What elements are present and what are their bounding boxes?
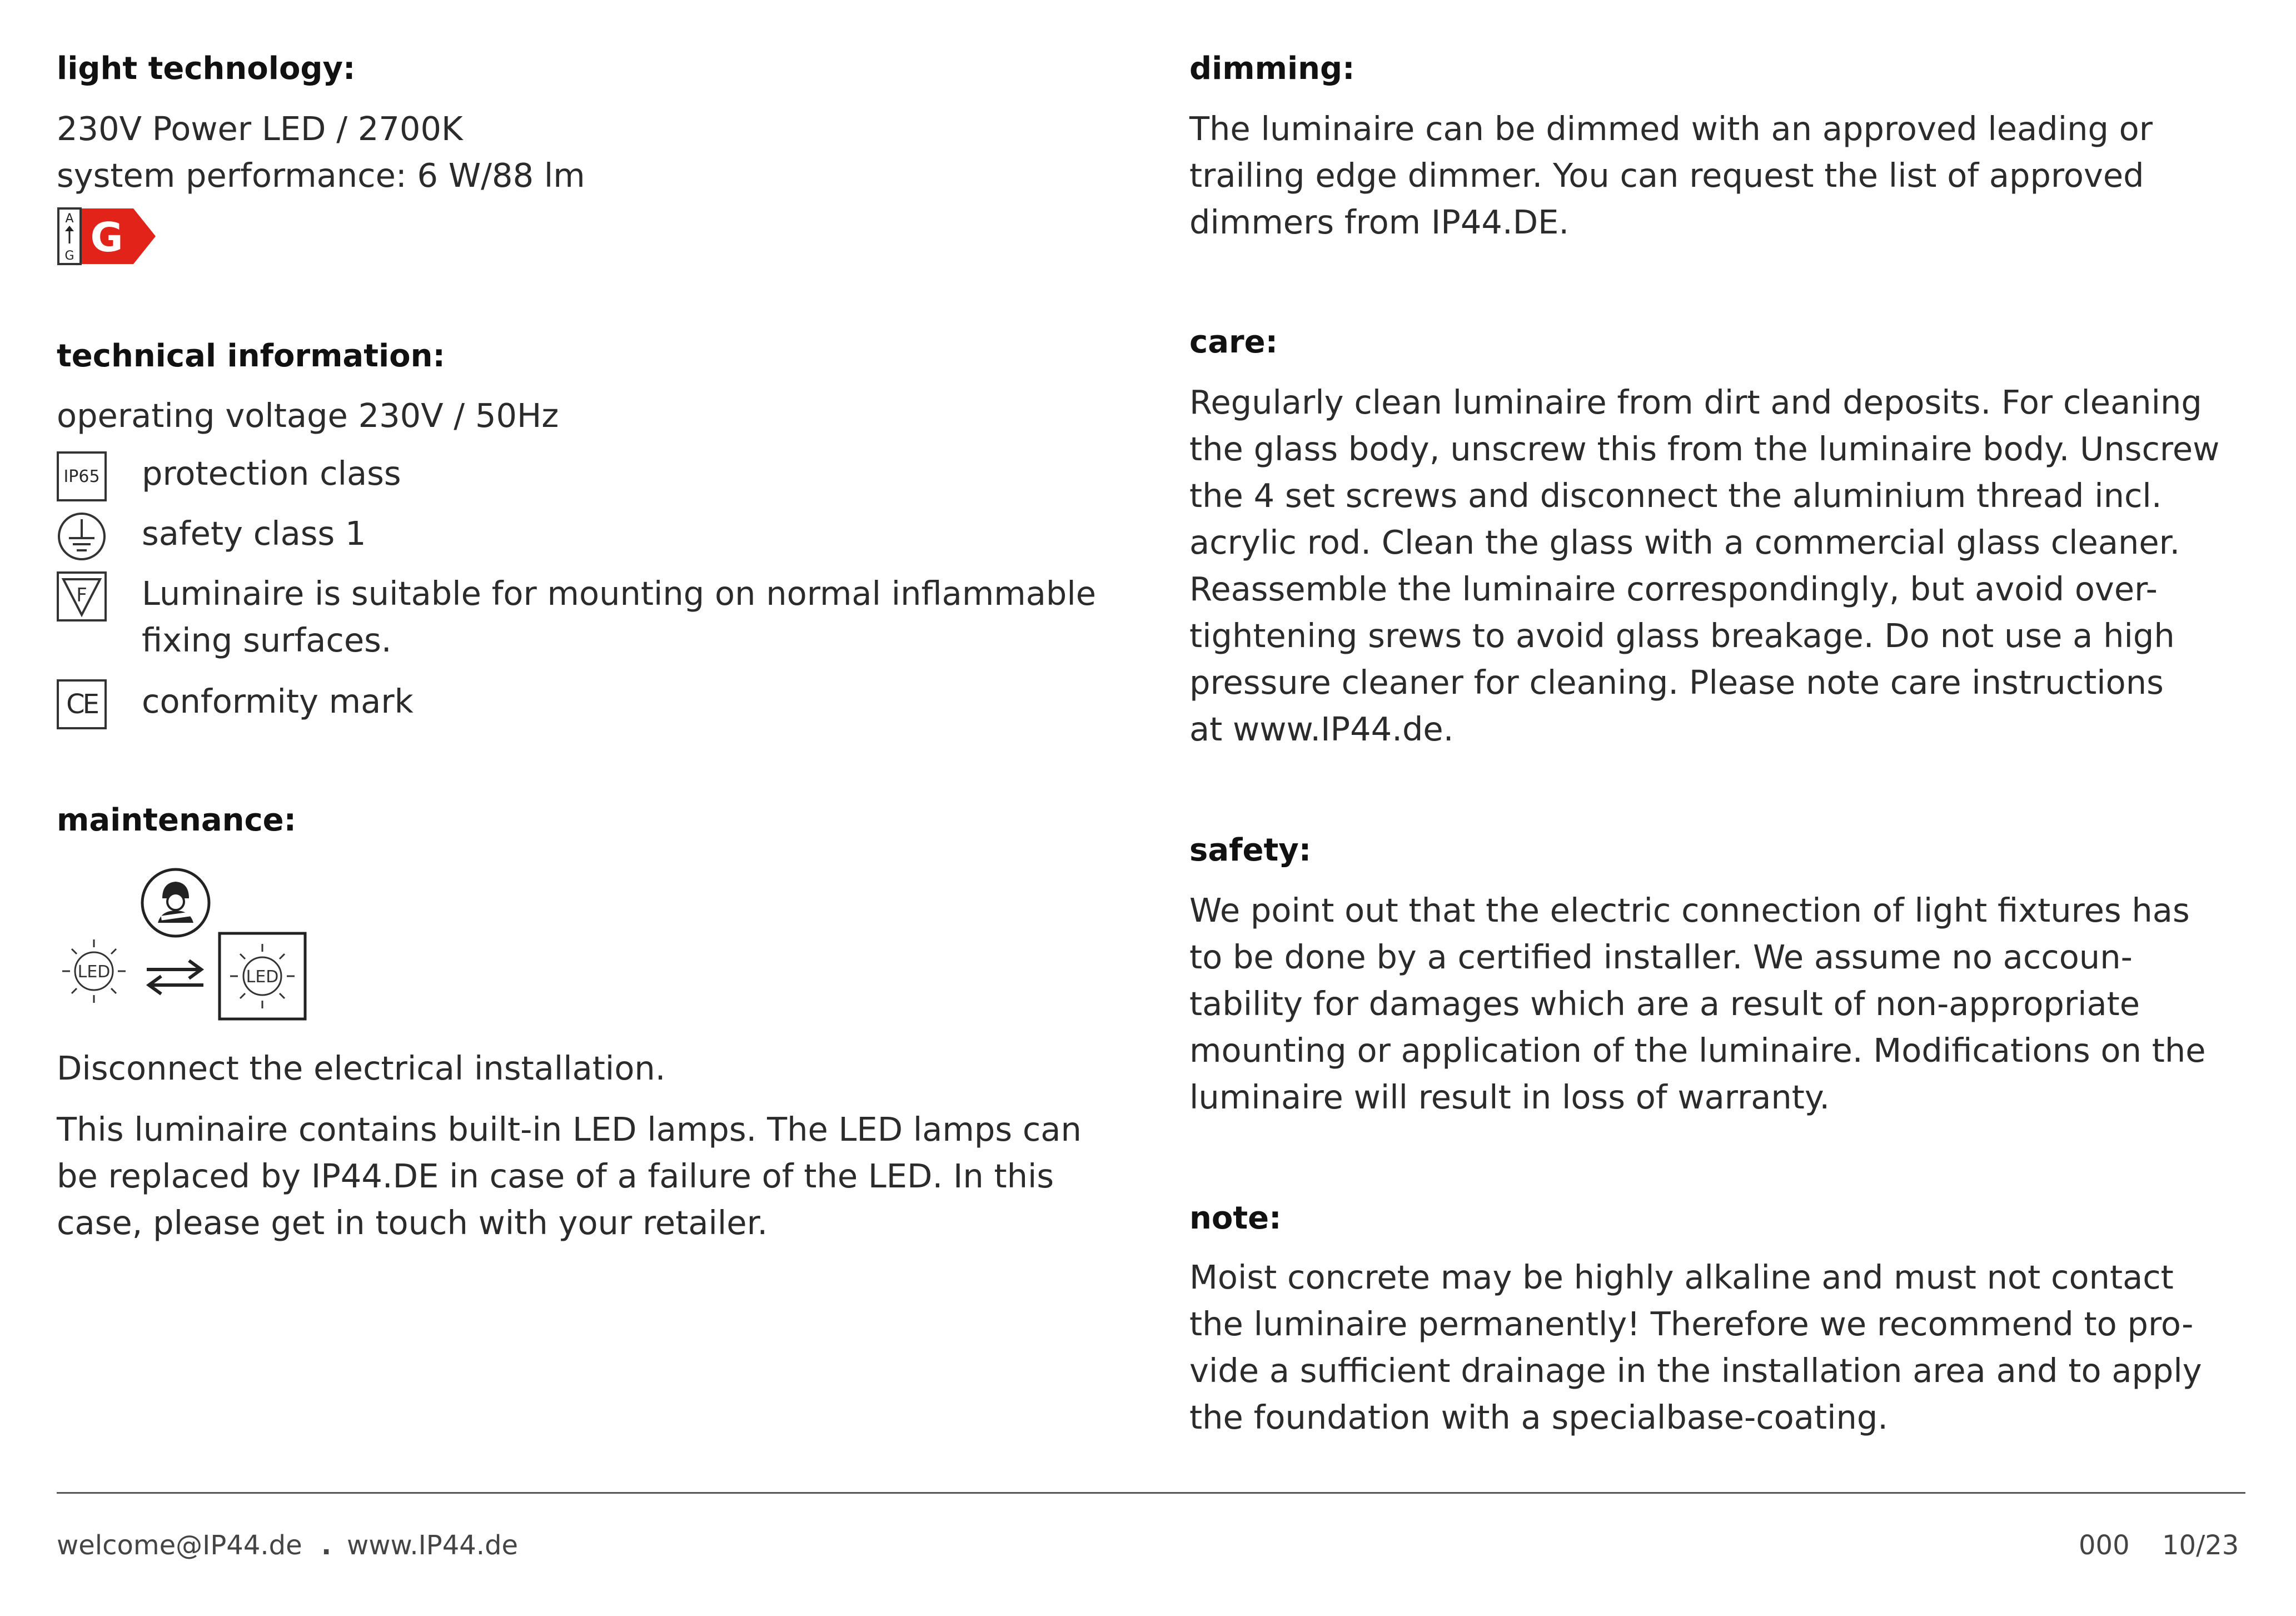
maintenance-paragraph-line-3: case, please get in touch with your retailer.: [57, 1204, 768, 1242]
note-line-1: Moist concrete may be highly alkaline and must not contact: [1189, 1258, 2174, 1296]
care-heading: care:: [1189, 324, 1278, 360]
swap-arrows-icon: [145, 957, 206, 996]
safety-class-text: safety class 1: [142, 514, 366, 553]
note-line-2: the luminaire permanently! Therefore we recommend to pro-: [1189, 1305, 2194, 1343]
maintenance-paragraph-line-1: This luminaire contains built-in LED lamps. The LED lamps can: [57, 1110, 1082, 1148]
maintenance-paragraph-line-2: be replaced by IP44.DE in case of a failure of the LED. In this: [57, 1157, 1054, 1195]
care-line-6: tightening srews to avoid glass breakage. Do not use a high: [1189, 616, 2175, 655]
safety-line-2: to be done by a certified installer. We assume no accoun-: [1189, 938, 2133, 976]
ce-mark-icon: [57, 679, 107, 729]
ce-mark-text: CE: [66, 689, 97, 720]
mounting-text-line-2: fixing surfaces.: [142, 621, 392, 659]
maintenance-line-1: Disconnect the electrical installation.: [57, 1049, 666, 1087]
dimming-line-2: trailing edge dimmer. You can request the list of approved: [1189, 156, 2144, 195]
safety-heading: safety:: [1189, 832, 1312, 868]
care-line-8: at www.IP44.de.: [1189, 710, 1454, 748]
safety-line-1: We point out that the electric connection of light fixtures has: [1189, 891, 2190, 929]
light-technology-line-1: 230V Power LED / 2700K: [57, 110, 463, 148]
led-old-icon: [57, 934, 132, 1009]
footer-email[interactable]: welcome@IP44.de: [57, 1530, 302, 1561]
technician-icon: [139, 866, 212, 939]
ip65-icon: [57, 451, 107, 501]
dimming-line-3: dimmers from IP44.DE.: [1189, 203, 1570, 241]
note-line-4: the foundation with a specialbase-coating.: [1189, 1398, 1889, 1436]
note-line-3: vide a sufficient drainage in the installation area and to apply: [1189, 1351, 2202, 1390]
safety-line-4: mounting or application of the luminaire. Modifications on the: [1189, 1031, 2206, 1070]
mounting-text-line-1: Luminaire is suitable for mounting on normal inflammable: [142, 574, 1097, 613]
footer-separator: .: [321, 1530, 332, 1561]
care-line-2: the glass body, unscrew this from the luminaire body. Unscrew: [1189, 430, 2220, 468]
footer-code: 000: [2079, 1530, 2130, 1561]
f-mark-icon: [57, 571, 107, 621]
footer-website[interactable]: www.IP44.de: [347, 1530, 519, 1561]
safety-line-3: tability for damages which are a result of non-appropriate: [1189, 984, 2140, 1023]
care-line-4: acrylic rod. Clean the glass with a commercial glass cleaner.: [1189, 523, 2180, 561]
footer-page-number: 10/23: [2162, 1530, 2239, 1561]
led-old-label: LED: [77, 962, 111, 982]
footer-divider: [57, 1492, 2245, 1494]
note-heading: note:: [1189, 1200, 1282, 1236]
dimming-line-1: The luminaire can be dimmed with an approved leading or: [1189, 110, 2153, 148]
care-line-3: the 4 set screws and disconnect the aluminium thread incl.: [1189, 476, 2162, 515]
light-technology-line-2: system performance: 6 W/88 lm: [57, 156, 585, 195]
energy-scale-top: A: [65, 212, 74, 226]
led-new-icon: [218, 932, 307, 1021]
energy-label-icon: [57, 207, 157, 266]
conformity-mark-text: conformity mark: [142, 682, 414, 720]
protection-class-text: protection class: [142, 454, 401, 493]
care-line-7: pressure cleaner for cleaning. Please note care instructions: [1189, 663, 2164, 702]
care-line-1: Regularly clean luminaire from dirt and deposits. For cleaning: [1189, 383, 2202, 421]
care-line-5: Reassemble the luminaire correspondingly, but avoid over-: [1189, 570, 2158, 608]
energy-scale-bottom: G: [64, 249, 74, 263]
energy-class-letter: G: [90, 214, 123, 261]
operating-voltage: operating voltage 230V / 50Hz: [57, 396, 559, 435]
technical-information-heading: technical information:: [57, 338, 445, 374]
led-new-label: LED: [246, 967, 279, 987]
f-mark-letter: F: [76, 584, 87, 606]
ip65-badge-text: IP65: [63, 466, 100, 486]
dimming-heading: dimming:: [1189, 51, 1355, 87]
safety-line-5: luminaire will result in loss of warranty.: [1189, 1078, 1830, 1116]
safety-class-1-icon: [57, 511, 107, 561]
maintenance-heading: maintenance:: [57, 802, 297, 838]
light-technology-heading: light technology:: [57, 51, 356, 87]
